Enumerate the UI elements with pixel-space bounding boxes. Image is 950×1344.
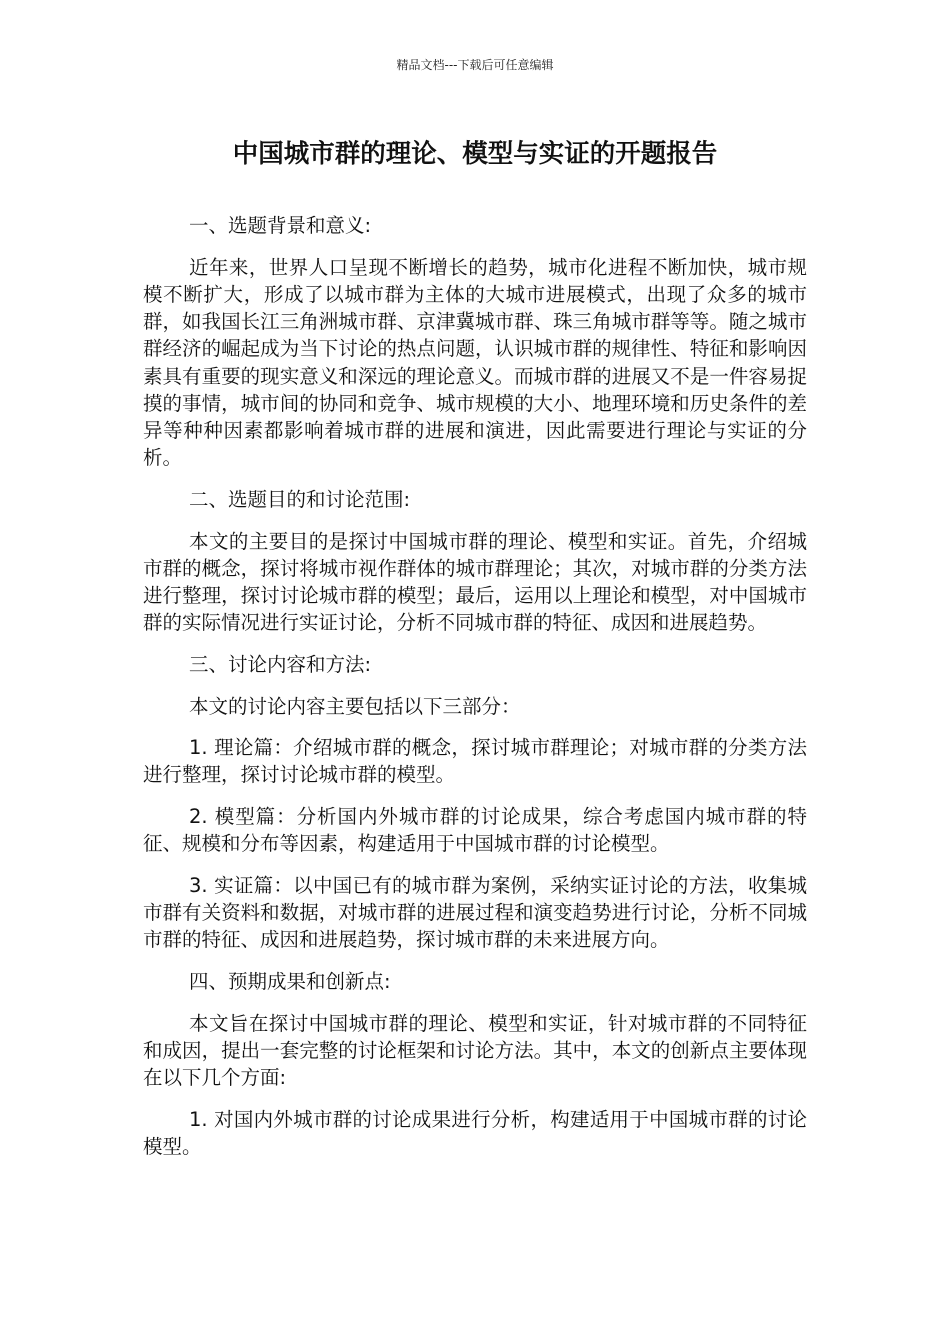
running-header: 精品文档---下载后可任意编辑 bbox=[396, 58, 554, 72]
paragraph-background: 近年来，世界人口呈现不断增长的趋势，城市化进程不断加快，城市规模不断扩大，形成了以城市群为主体的大城市进展模式，出现了众多的城市群，如我国长江三角洲城市群、京津冀城市群、珠三角城市群等等。随之城市群经济的崛起成为当下讨论的热点问题，认识城市群的规律性、特征和影响因素具有重要的现实意义和深远的理论意义。而城市群的进展又不是一件容易捉摸的事情，城市间的协同和竞争、城市规模的大小、地理环境和历史条件的差异等种种因素都影响着城市群的进展和演进，因此需要进行理论与实证的分析。 bbox=[143, 255, 807, 470]
list-item-empirical: 3. 实证篇：以中国已有的城市群为案例，采纳实证讨论的方法，收集城市群有关资料和数据，对城市群的进展过程和演变趋势进行讨论，分析不同城市群的特征、成因和进展趋势，探讨城市群的未来进展方向。 bbox=[143, 874, 807, 952]
paragraph-content-intro: 本文的讨论内容主要包括以下三部分： bbox=[189, 694, 521, 718]
section-heading-content-methods: 三、讨论内容和方法: bbox=[189, 652, 372, 676]
paragraph-purpose: 本文的主要目的是探讨中国城市群的理论、模型和实证。首先，介绍城市群的概念，探讨将城市视作群体的城市群理论；其次，对城市群的分类方法进行整理，探讨讨论城市群的模型；最后，运用以上理论和模型，对中国城市群的实际情况进行实证讨论，分析不同城市群的特征、成因和进展趋势。 bbox=[143, 529, 807, 635]
document-body bbox=[143, 212, 807, 1175]
paragraph-outcomes: 本文旨在探讨中国城市群的理论、模型和实证，针对城市群的不同特征和成因，提出一套完整的讨论框架和讨论方法。其中，本文的创新点主要体现在以下几个方面: bbox=[143, 1011, 807, 1090]
section-heading-background: 一、选题背景和意义: bbox=[189, 214, 372, 237]
list-item-model: 2. 模型篇：分析国内外城市群的讨论成果，综合考虑国内城市群的特征、规模和分布等因素，构建适用于中国城市群的讨论模型。 bbox=[143, 805, 807, 856]
list-item-innovation-1: 1. 对国内外城市群的讨论成果进行分析，构建适用于中国城市群的讨论模型。 bbox=[143, 1107, 807, 1159]
document-title: 中国城市群的理论、模型与实证的开题报告 bbox=[232, 139, 718, 169]
section-heading-purpose: 二、选题目的和讨论范围: bbox=[189, 487, 411, 511]
list-item-theory: 1. 理论篇：介绍城市群的概念，探讨城市群理论；对城市群的分类方法进行整理，探讨讨论城市群的模型。 bbox=[143, 736, 807, 787]
section-heading-outcomes: 四、预期成果和创新点: bbox=[189, 970, 391, 994]
